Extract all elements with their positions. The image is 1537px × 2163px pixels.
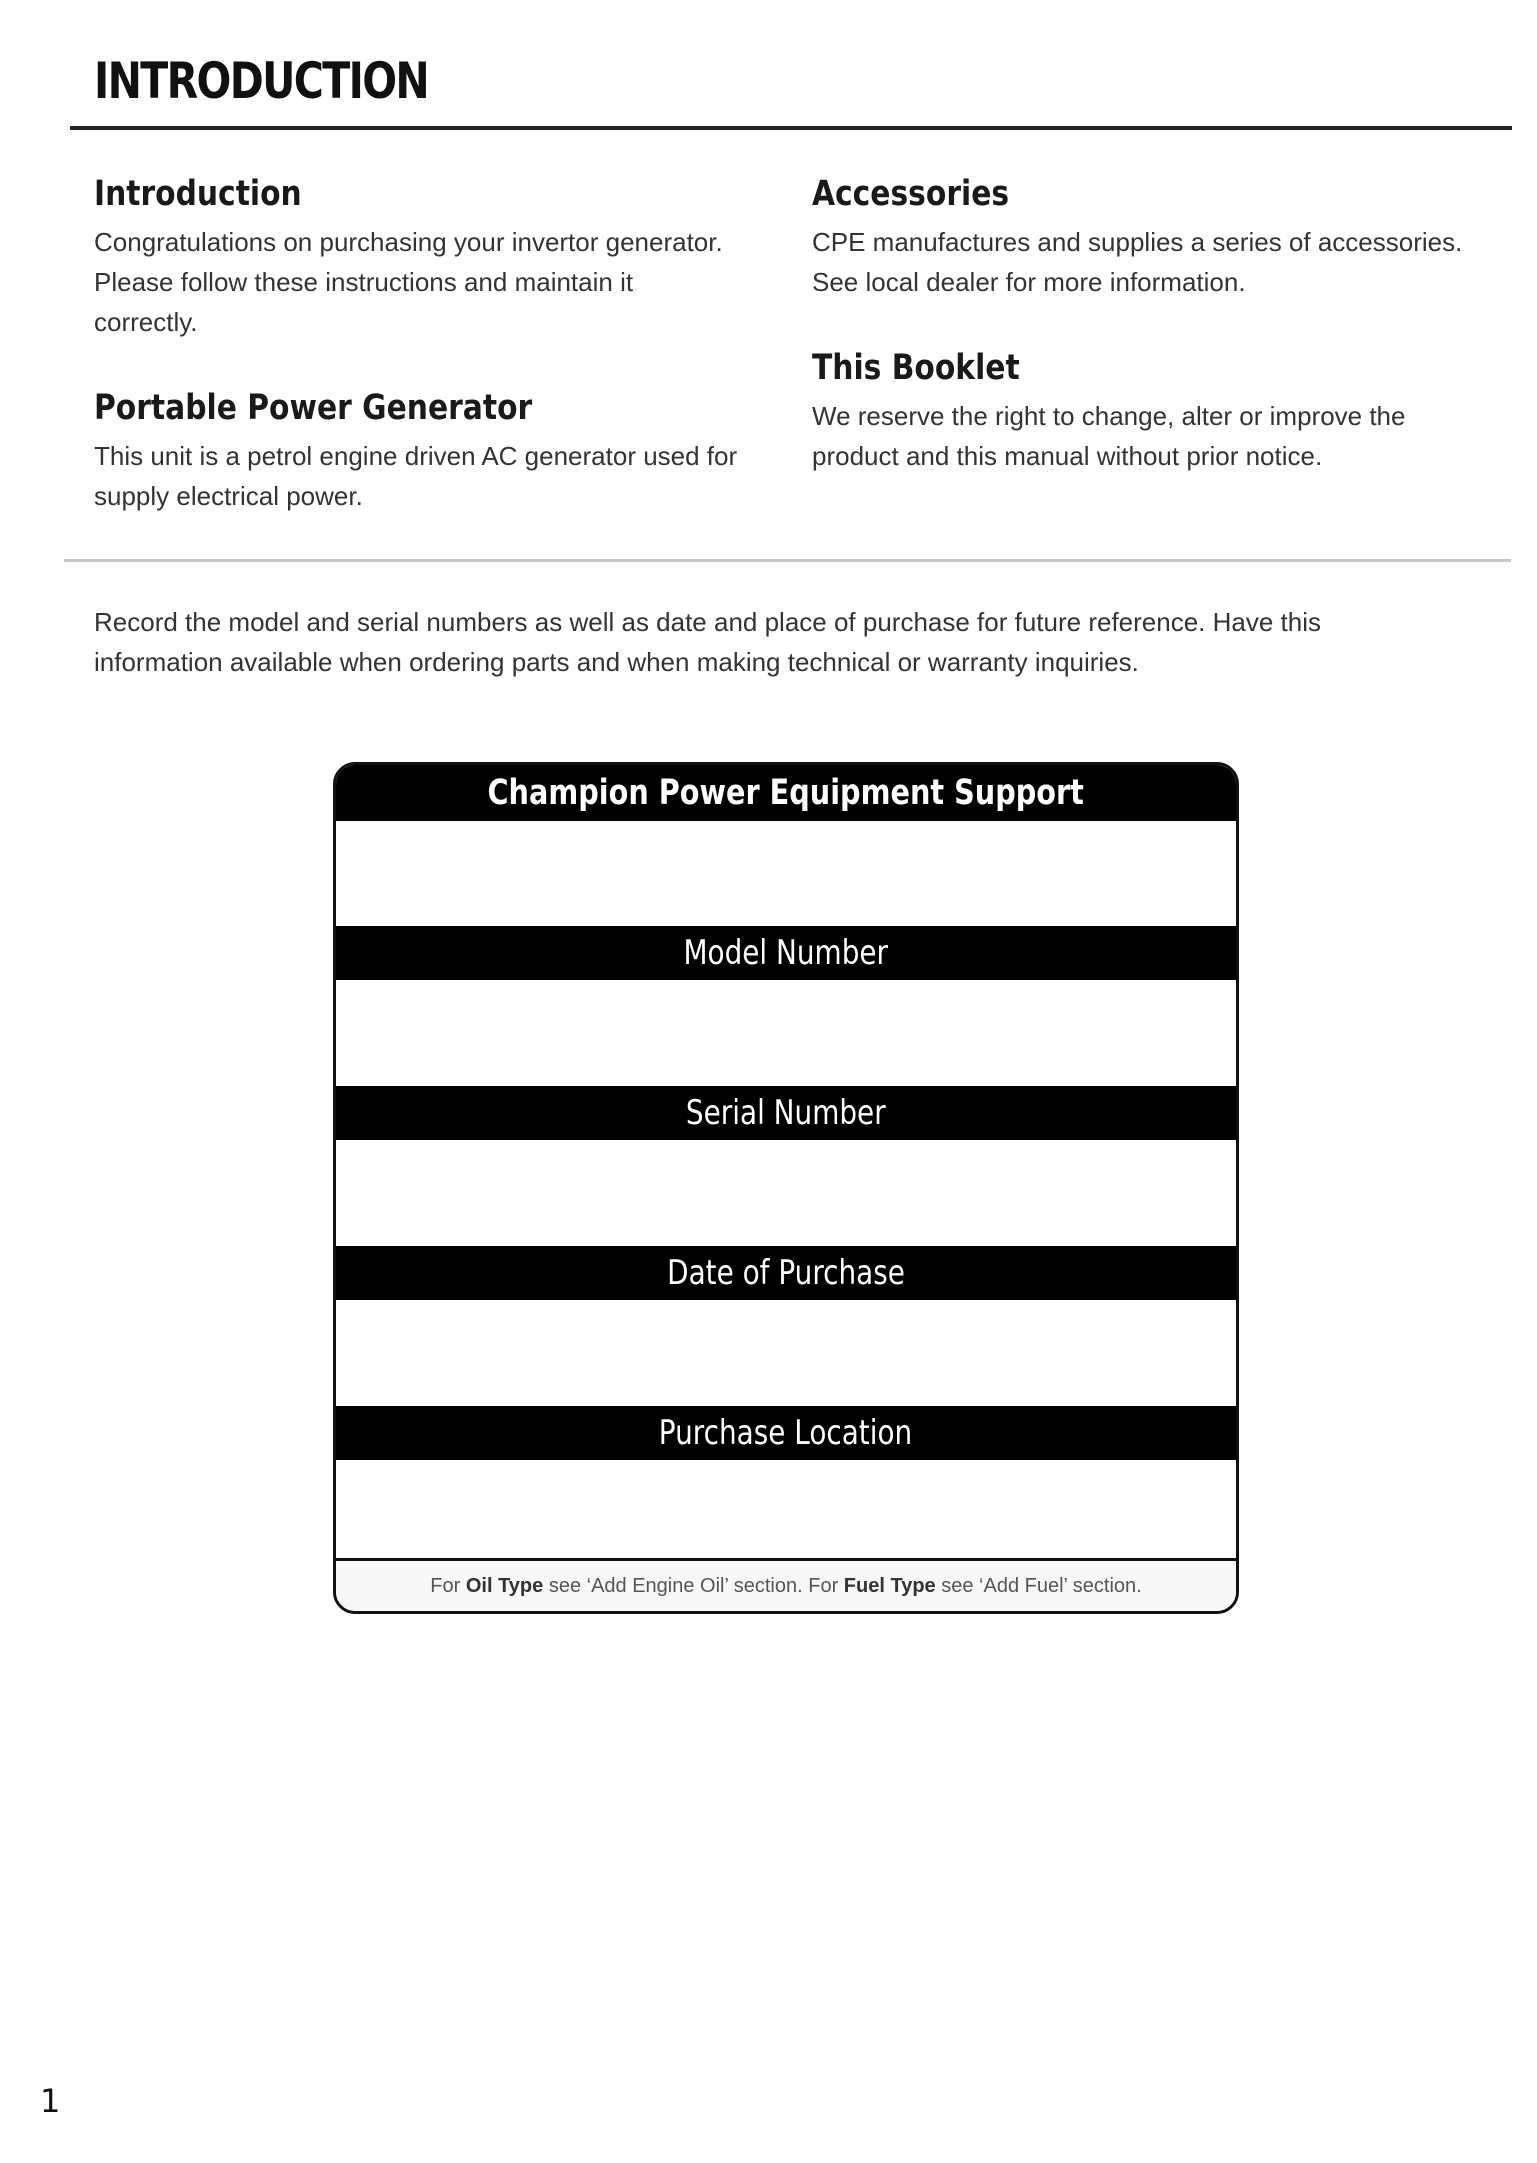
body-line: supply electrical power. [94, 481, 363, 511]
body-line: Please follow these instructions and maintain it [94, 267, 634, 297]
section-body [94, 436, 774, 516]
field-label-serial-number: Serial Number [686, 1093, 886, 1133]
section-introduction [94, 170, 774, 342]
field-label-band [336, 926, 1236, 980]
section-body [94, 222, 774, 342]
body-line: information available when ordering parts and when making technical or warranty inquiries. [94, 647, 1139, 677]
section-body [812, 396, 1512, 476]
footer-text: see ‘Add Fuel’ section. [935, 1574, 1142, 1597]
model-number-field[interactable] [336, 980, 1236, 1086]
field-label-band [336, 1406, 1236, 1460]
footer-note [430, 1575, 1141, 1598]
blank-field[interactable] [336, 821, 1236, 926]
body-line: This unit is a petrol engine driven AC generator used for [94, 441, 738, 471]
record-instructions [94, 602, 1454, 682]
footer-text: For [430, 1574, 466, 1597]
section-body [812, 222, 1512, 302]
support-box-header [336, 765, 1236, 821]
footer-fuel-type: Fuel Type [843, 1574, 936, 1597]
footer-text: see ‘Add Engine Oil’ section. For [543, 1574, 844, 1597]
field-label-band [336, 1086, 1236, 1140]
section-heading: Accessories [812, 174, 1010, 214]
support-box-footer [336, 1558, 1236, 1611]
support-record-box [333, 762, 1239, 1614]
body-line: Record the model and serial numbers as well as date and place of purchase for future reference. Have this [94, 607, 1322, 637]
footer-oil-type: Oil Type [465, 1574, 544, 1597]
field-label-model-number: Model Number [683, 933, 889, 973]
serial-number-field[interactable] [336, 1140, 1236, 1246]
body-line: See local dealer for more information. [812, 267, 1246, 297]
body-line: Congratulations on purchasing your invertor generator. [94, 227, 723, 257]
section-heading: This Booklet [812, 348, 1020, 388]
page-number: 1 [40, 2082, 61, 2120]
purchase-location-field[interactable] [336, 1460, 1236, 1564]
date-of-purchase-field[interactable] [336, 1300, 1236, 1406]
page-title: INTRODUCTION [94, 52, 429, 110]
support-box-title: Champion Power Equipment Support [487, 773, 1085, 813]
section-accessories [812, 170, 1512, 302]
title-divider [70, 126, 1512, 130]
field-label-band [336, 1246, 1236, 1300]
section-heading: Introduction [94, 174, 302, 214]
body-line: We reserve the right to change, alter or improve the [812, 401, 1406, 431]
section-heading: Portable Power Generator [94, 388, 533, 428]
section-this-booklet [812, 344, 1512, 476]
body-line: CPE manufactures and supplies a series of accessories. [812, 227, 1463, 257]
body-line: correctly. [94, 307, 198, 337]
body-line: product and this manual without prior notice. [812, 441, 1323, 471]
section-portable-power-generator [94, 384, 774, 516]
field-label-purchase-location: Purchase Location [659, 1413, 913, 1453]
section-divider [64, 559, 1511, 562]
field-label-date-of-purchase: Date of Purchase [667, 1253, 905, 1293]
